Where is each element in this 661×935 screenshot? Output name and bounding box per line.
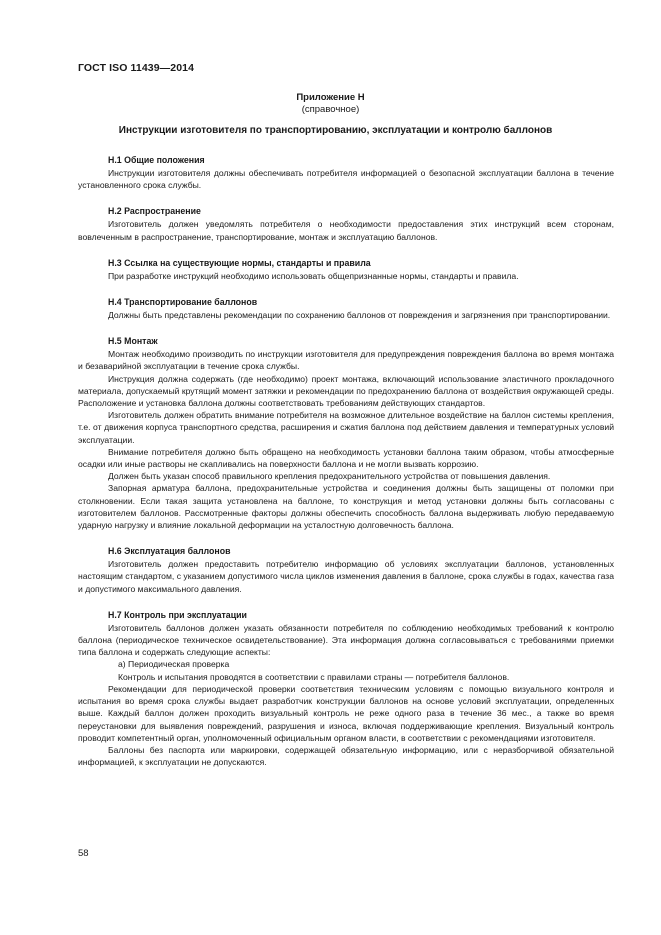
paragraph: Рекомендации для периодической проверки соответствия техническим условиям с помощью визуального контроля и испытания во время срока службы выдает разработчик конструкции баллонов на основе условий эксплуатации, определенных выше. Каждый баллон должен проходить визуальный контроль не реже одного раза в течение 36 мес., а также во время переустановки для выявления повреждений, разрушения и износа, включая поддерживающие крепления. Визуальный контроль проводит компетентный орган, уполномоченный официальным органом власти, в соответствии с рекомендациями изготовителя.: [78, 683, 614, 743]
document-body: [78, 148, 614, 768]
section-h6: [78, 545, 614, 595]
paragraph: Должен быть указан способ правильного крепления предохранительного устройства от повышения давления.: [108, 471, 551, 482]
list-item: а) Периодическая проверка: [118, 659, 230, 670]
annex-title: Приложение Н: [296, 92, 365, 103]
paragraph: Изготовитель должен уведомлять потребителя о необходимости предоставления этих инструкций всем сторонам, вовлеченным в распространение, транспортирование, монтаж и эксплуатацию баллонов.: [78, 219, 614, 242]
section-heading: Н.5 Монтаж: [108, 336, 158, 347]
section-h2: [78, 205, 614, 242]
paragraph: Изготовитель должен обратить внимание потребителя на возможное длительное воздействие на баллон системы крепления, т.е. от движения корпуса транспортного средства, расширения и сжатия баллона под действием давления и температурных условий эксплуатации.: [78, 410, 614, 445]
paragraph: Монтаж необходимо производить по инструкции изготовителя для предупреждения повреждения баллона во время монтажа и безаварийной эксплуатации в течение срока службы.: [78, 349, 614, 372]
section-h1: [78, 154, 614, 191]
paragraph: Внимание потребителя должно быть обращено на необходимость установки баллона таким образом, чтобы атмосферные осадки или иные растворы не скапливались на поверхности баллона и не могли вызвать коррозию.: [78, 446, 614, 470]
section-heading: Н.3 Ссылка на существующие нормы, стандарты и правила: [108, 257, 371, 268]
section-h4: [78, 296, 614, 321]
paragraph: Изготовитель должен предоставить потребителю информацию об условиях эксплуатации баллонов, установленных настоящим стандартом, с указанием допустимого числа циклов изменения давления в баллоне, срока службы в годах, качества газа и допустимого максимального давления.: [78, 559, 614, 594]
section-heading: Н.7 Контроль при эксплуатации: [108, 609, 247, 620]
standard-designation: ГОСТ ISO 11439—2014: [78, 62, 195, 74]
annex-header: [0, 92, 661, 116]
annex-status: (справочное): [301, 104, 360, 115]
paragraph: При разработке инструкций необходимо использовать общепризнанные нормы, стандарты и правила.: [108, 270, 519, 281]
section-h3: [78, 257, 614, 282]
paragraph: Инструкции изготовителя должны обеспечивать потребителя информацией о безопасной эксплуатации баллона в течение установленного срока службы.: [78, 168, 614, 191]
paragraph: Запорная арматура баллона, предохранительные устройства и соединения должны быть защищены от поломки при столкновении. Если такая защита установлена на баллоне, то конструкция и метод установки должны быть согласованы с изготовителем баллонов. Рассмотренные факторы должны обеспечить способность баллона выдерживать любую передаваемую ударную нагрузку и влияние локальной деформации на усталостную долговечность баллона.: [78, 483, 614, 531]
paragraph: Инструкция должна содержать (где необходимо) проект монтажа, включающий использование эластичного прокладочного материала, допускаемый крутящий момент затяжки и рекомендации по предохранению баллона от воздействия окружающей среды. Расположение и установка баллона должны соответствовать требованиям действующих стандартов.: [78, 373, 614, 409]
section-heading: Н.4 Транспортирование баллонов: [108, 297, 258, 308]
section-h7: [78, 609, 614, 768]
page-number: 58: [78, 848, 89, 859]
section-heading: Н.2 Распространение: [108, 206, 201, 217]
section-heading: Н.6 Эксплуатация баллонов: [108, 546, 231, 557]
section-heading: Н.1 Общие положения: [108, 155, 205, 165]
paragraph: Контроль и испытания проводятся в соответствии с правилами страны — потребителя баллонов.: [118, 671, 510, 682]
annex-heading: Инструкции изготовителя по транспортированию, эксплуатации и контролю баллонов: [118, 125, 553, 136]
paragraph: Изготовитель баллонов должен указать обязанности потребителя по соблюдению необходимых требований к контролю баллона (периодическое техническое освидетельствование). Эта информация должна согласовываться с требованиями приемки типа баллона и содержать следующие аспекты:: [78, 622, 614, 658]
section-h5: [78, 335, 614, 531]
paragraph: Должны быть представлены рекомендации по сохранению баллонов от повреждения и загрязнения при транспортировании.: [108, 310, 611, 321]
paragraph: Баллоны без паспорта или маркировки, содержащей обязательную информацию, или с неразборчивой обязательной информацией, к эксплуатации не допускаются.: [78, 744, 614, 768]
